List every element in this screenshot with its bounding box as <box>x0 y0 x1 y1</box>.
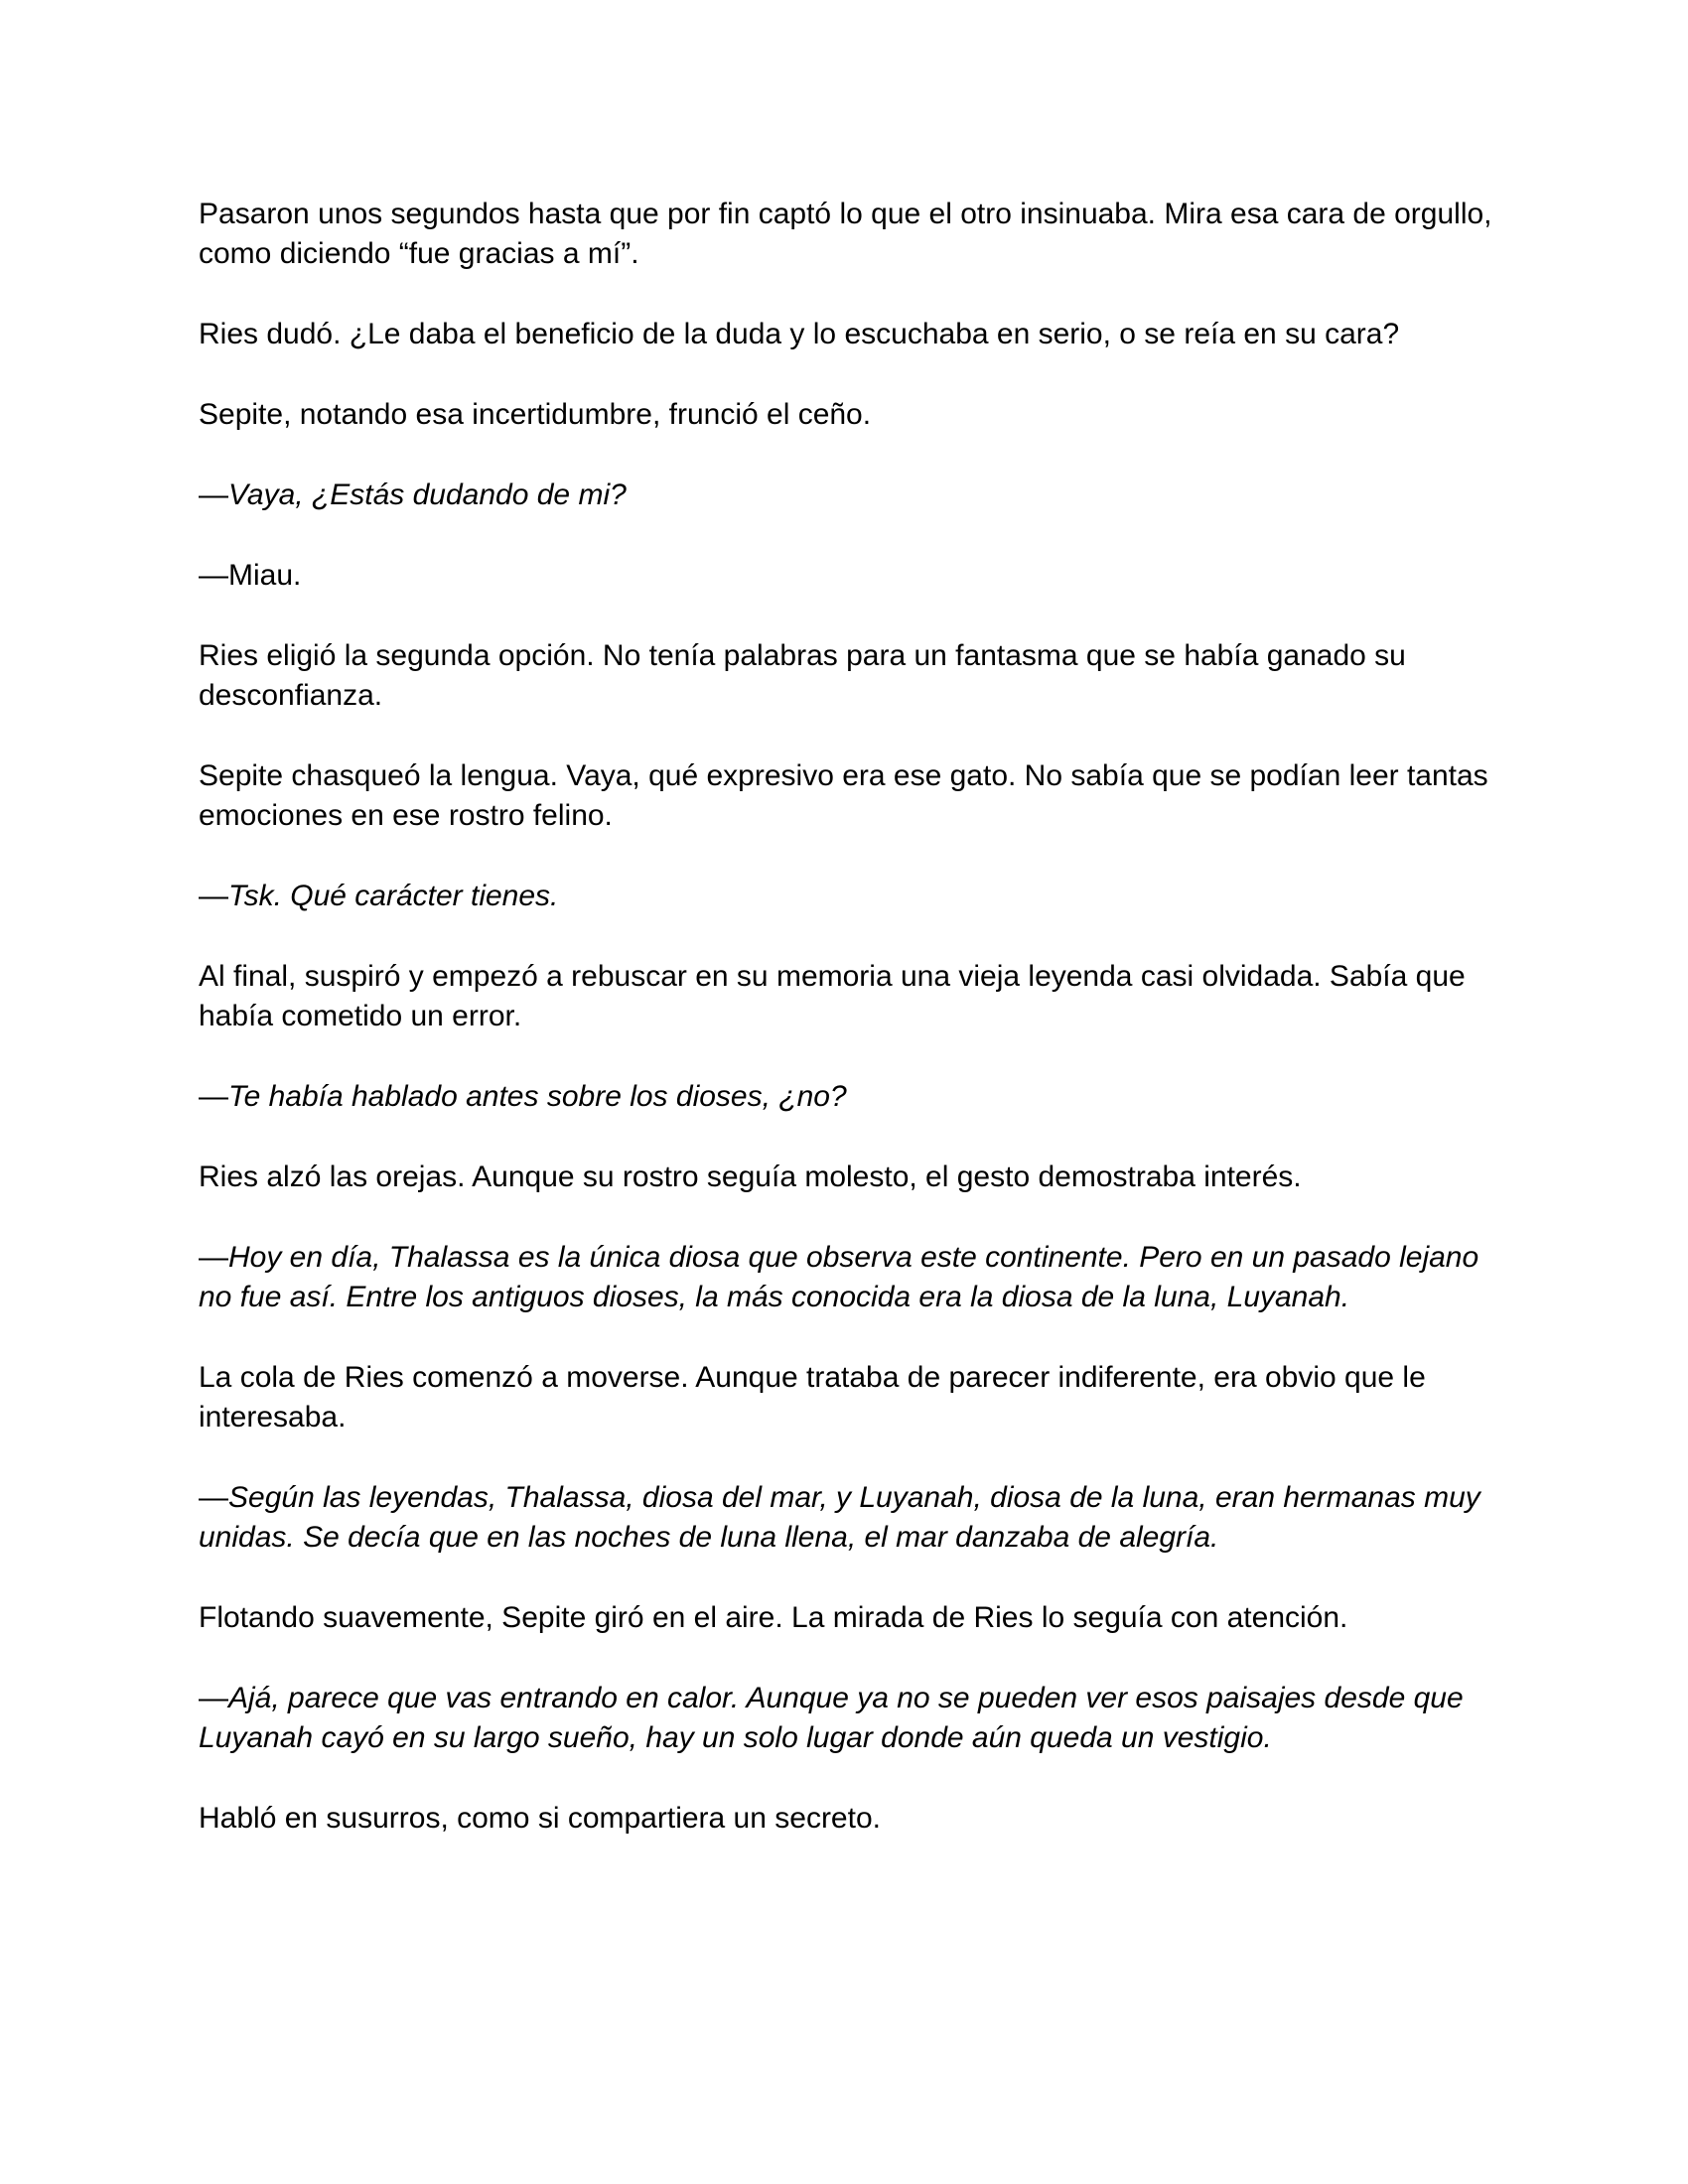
dialogue-dash: — <box>199 1241 228 1274</box>
paragraph-narration <box>199 1358 1499 1437</box>
paragraph-text: Sepite chasqueó la lengua. Vaya, qué expresivo era ese gato. No sabía que se podían leer tantas emociones en ese rostro felino. <box>199 759 1488 832</box>
document-body <box>199 195 1499 1879</box>
paragraph-dialogue <box>199 1077 1499 1117</box>
paragraph-dialogue <box>199 1238 1499 1317</box>
paragraph-dialogue <box>199 1679 1499 1758</box>
dialogue-dash: — <box>199 478 228 511</box>
paragraph-narration <box>199 1598 1499 1638</box>
paragraph-narration <box>199 315 1499 354</box>
paragraph-dialogue <box>199 556 1499 596</box>
dialogue-text: Te había hablado antes sobre los dioses, ¿no? <box>228 1080 847 1113</box>
dialogue-text: Vaya, ¿Estás dudando de mi? <box>228 478 627 511</box>
paragraph-text: Ries eligió la segunda opción. No tenía palabras para un fantasma que se había ganado su desconfianza. <box>199 639 1406 712</box>
dialogue-text: Según las leyendas, Thalassa, diosa del mar, y Luyanah, diosa de la luna, eran hermanas muy unidas. Se decía que en las noches de luna llena, el mar danzaba de alegría. <box>199 1481 1480 1554</box>
paragraph-narration <box>199 395 1499 435</box>
dialogue-text: Hoy en día, Thalassa es la única diosa que observa este continente. Pero en un pasado lejano no fue así. Entre los antiguos dioses, la más conocida era la diosa de la luna, Luyanah. <box>199 1241 1479 1313</box>
dialogue-dash: — <box>199 1682 228 1714</box>
paragraph-narration <box>199 1799 1499 1839</box>
paragraph-dialogue <box>199 1478 1499 1558</box>
dialogue-dash: — <box>199 1080 228 1113</box>
paragraph-narration <box>199 756 1499 836</box>
paragraph-text: Ries alzó las orejas. Aunque su rostro seguía molesto, el gesto demostraba interés. <box>199 1160 1302 1193</box>
paragraph-text: Habló en susurros, como si compartiera un secreto. <box>199 1802 881 1835</box>
paragraph-text: Sepite, notando esa incertidumbre, frunció el ceño. <box>199 398 872 431</box>
paragraph-text: —Miau. <box>199 559 302 592</box>
paragraph-dialogue <box>199 877 1499 916</box>
paragraph-narration <box>199 195 1499 274</box>
paragraph-text: Flotando suavemente, Sepite giró en el aire. La mirada de Ries lo seguía con atención. <box>199 1601 1348 1634</box>
paragraph-text: Al final, suspiró y empezó a rebuscar en su memoria una vieja leyenda casi olvidada. Sabía que había cometido un error. <box>199 960 1466 1032</box>
paragraph-text: Ries dudó. ¿Le daba el beneficio de la duda y lo escuchaba en serio, o se reía en su cara? <box>199 318 1400 350</box>
dialogue-text: Ajá, parece que vas entrando en calor. Aunque ya no se pueden ver esos paisajes desde que Luyanah cayó en su largo sueño, hay un solo lugar donde aún queda un vestigio. <box>199 1682 1464 1754</box>
paragraph-narration <box>199 1158 1499 1197</box>
dialogue-dash: — <box>199 880 228 912</box>
paragraph-dialogue <box>199 476 1499 515</box>
paragraph-text: Pasaron unos segundos hasta que por fin captó lo que el otro insinuaba. Mira esa cara de orgullo, como diciendo “fue gracias a mí”. <box>199 198 1492 270</box>
dialogue-text: Tsk. Qué carácter tienes. <box>228 880 559 912</box>
dialogue-dash: — <box>199 1481 228 1514</box>
paragraph-text: La cola de Ries comenzó a moverse. Aunque trataba de parecer indiferente, era obvio que le interesaba. <box>199 1361 1426 1433</box>
paragraph-narration <box>199 636 1499 716</box>
paragraph-narration <box>199 957 1499 1036</box>
